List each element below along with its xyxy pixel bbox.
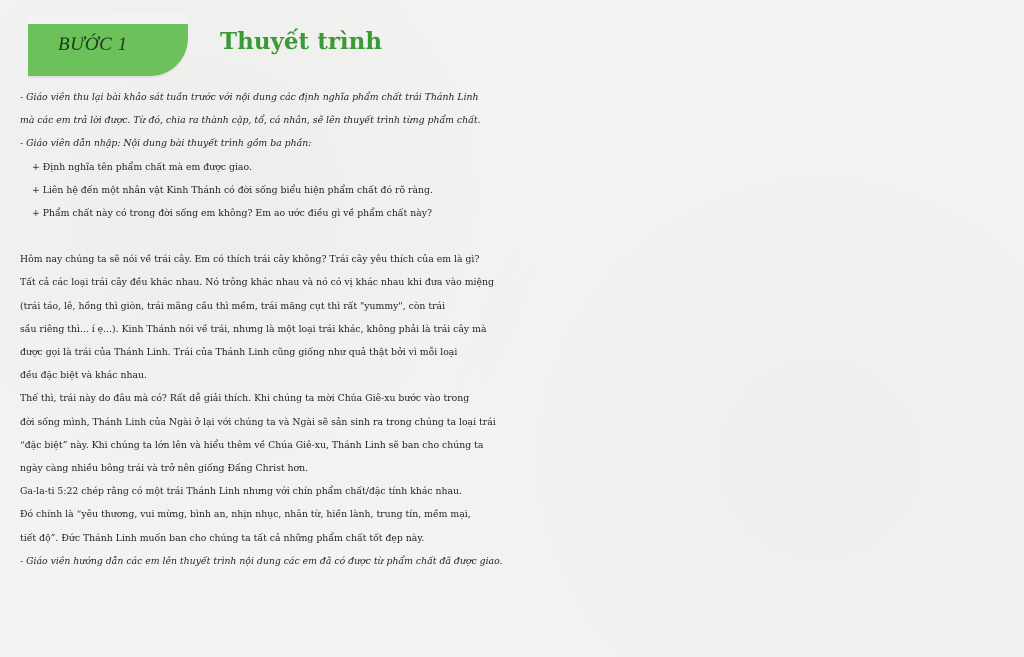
paragraph-line: Tất cả các loại trái cây đều khác nhau. Nó trông khác nhau và nó có vị khác nhau khi đưa vào miệng [20,277,494,289]
paragraph-line: Hôm nay chúng ta sẽ nói về trái cây. Em có thích trái cây không? Trái cây yêu thích của em là gì? [20,254,480,266]
lesson-content [20,86,1010,573]
bullet-item: + Định nghĩa tên phẩm chất mà em được giao. [32,161,252,173]
intro-line: - Giáo viên dẫn nhập: Nội dung bài thuyết trình gồm ba phần: [20,138,312,150]
paragraph-line: Thế thì, trái này do đâu mà có? Rất dễ giải thích. Khi chúng ta mời Chúa Giê-xu bước vào trong [20,393,470,405]
paragraph-line: sầu riêng thì... í ẹ...). Kinh Thánh nói về trái, nhưng là một loại trái khác, không phải là trái cây mà [20,323,487,335]
paragraph-line: tiết độ”. Đức Thánh Linh muốn ban cho chúng ta tất cả những phẩm chất tốt đẹp này. [20,532,425,544]
closing-line: - Giáo viên hướng dẫn các em lên thuyết trình nội dung các em đã có được từ phẩm chất đã được giao. [20,555,503,567]
section-title: Thuyết trình [220,28,383,55]
intro-line: - Giáo viên thu lại bài khảo sát tuần trước với nội dung các định nghĩa phẩm chất trái Thánh Linh [20,92,479,103]
paragraph-line: đều đặc biệt và khác nhau. [20,370,147,382]
paragraph-line: Đó chính là “yêu thương, vui mừng, bình an, nhịn nhục, nhân từ, hiền lành, trung tín, mềm mại, [20,509,471,521]
spacer [20,225,1010,248]
intro-line: mà các em trả lời được. Từ đó, chia ra thành cặp, tổ, cá nhân, sẽ lên thuyết trình từng phẩm chất. [20,115,481,127]
bullet-item: + Liên hệ đến một nhân vật Kinh Thánh có đời sống biểu hiện phẩm chất đó rõ ràng. [32,184,433,196]
step-label: BƯỚC 1 [58,34,128,55]
paragraph-line: Ga-la-ti 5:22 chép rằng có một trái Thánh Linh nhưng với chín phẩm chất/đặc tính khác nhau. [20,486,462,498]
paragraph-line: ngày càng nhiều bông trái và trở nên giống Đấng Christ hơn. [20,463,309,475]
paragraph-line: (trái táo, lê, hồng thì giòn, trái mãng cầu thì mềm, trái măng cụt thì rất "yummy", còn trái [20,300,446,312]
paragraph-line: đời sống mình, Thánh Linh của Ngài ở lại với chúng ta và Ngài sẽ sản sinh ra trong chúng ta loại trái [20,416,496,428]
paragraph-line: được gọi là trái của Thánh Linh. Trái của Thánh Linh cũng giống như quả thật bởi vì mỗi loại [20,347,458,359]
paragraph-line: “đặc biệt” này. Khi chúng ta lớn lên và hiểu thêm về Chúa Giê-xu, Thánh Linh sẽ ban cho chúng ta [20,439,484,451]
bullet-item: + Phẩm chất này có trong đời sống em không? Em ao ước điều gì về phẩm chất này? [32,208,432,220]
